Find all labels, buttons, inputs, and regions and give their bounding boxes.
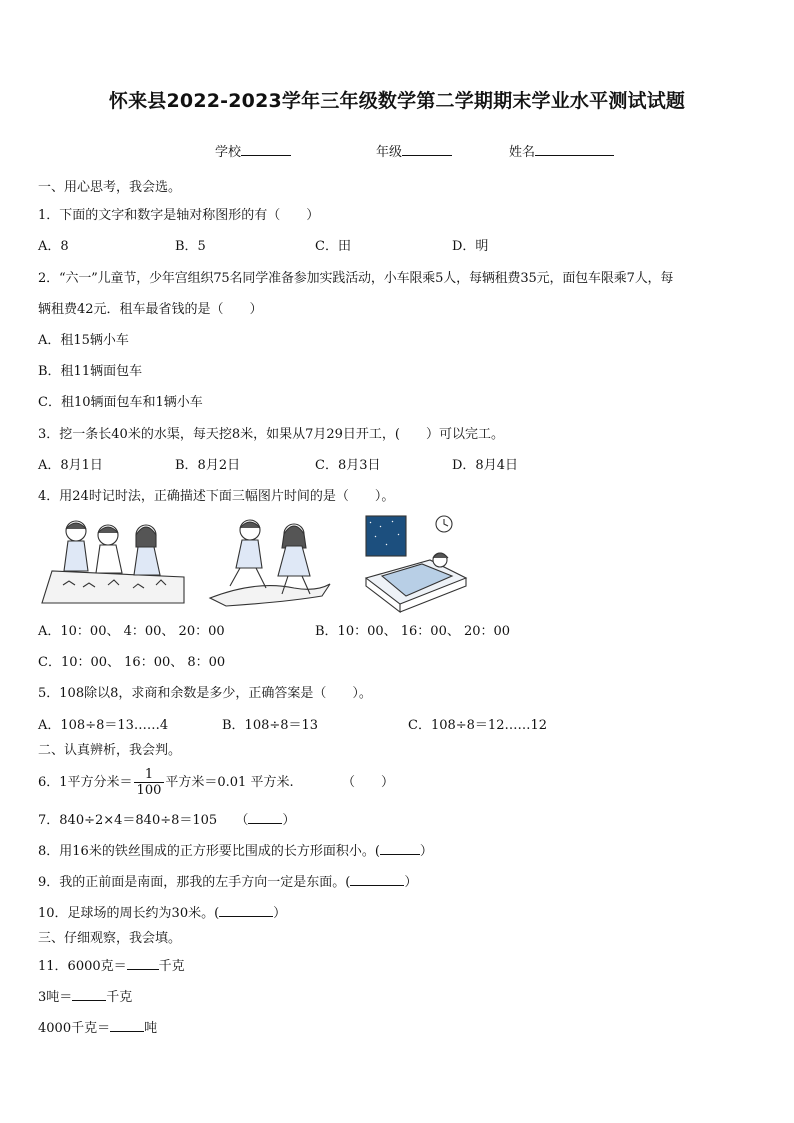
q11-line2-unit: 千克 <box>106 990 133 1005</box>
q2-stem-line2: 辆租费42元．租车最省钱的是（ ） <box>38 302 263 317</box>
grade-field[interactable] <box>376 141 452 160</box>
q11-line1-unit: 千克 <box>158 959 185 974</box>
school-blank[interactable] <box>241 143 291 156</box>
q2-option-b[interactable]: B．租11辆面包车 <box>38 364 143 379</box>
q6-fraction-numerator: 1 <box>134 767 165 783</box>
q11-blank-2[interactable] <box>72 988 106 1001</box>
q8-line <box>38 843 433 860</box>
q4-option-b[interactable]: B．10：00、 16：00、 20：00 <box>315 624 511 639</box>
name-field[interactable] <box>509 141 614 160</box>
q3-option-c[interactable]: C．8月3日 <box>315 458 381 473</box>
q2-option-c[interactable]: C．租10辆面包车和1辆小车 <box>38 395 203 410</box>
q9-paren-close: ） <box>404 875 418 890</box>
q5-option-a[interactable]: A．108÷8＝13……4 <box>38 718 169 733</box>
q6-answer-blank[interactable]: （ ） <box>342 775 395 790</box>
name-blank[interactable] <box>535 143 614 156</box>
q7-answer-blank[interactable] <box>248 812 282 824</box>
q11-line1-left: 11．6000克＝ <box>38 959 127 974</box>
q7-line <box>38 812 295 829</box>
child-sleeping-illustration <box>360 512 470 614</box>
section-1-heading: 一、用心思考，我会选。 <box>38 180 182 195</box>
q8-answer-blank[interactable] <box>380 843 420 855</box>
q11-line-2 <box>38 988 132 1006</box>
q11-line-1 <box>38 957 185 975</box>
q9-text: 9．我的正前面是南面，那我的左手方向一定是东面。( <box>38 875 351 890</box>
children-running-illustration <box>206 514 336 609</box>
q11-blank-3[interactable] <box>110 1019 144 1032</box>
q3-option-d[interactable]: D．8月4日 <box>452 458 518 473</box>
q6-post: 平方米＝0.01 平方米. <box>165 775 294 790</box>
q1-stem: 1．下面的文字和数字是轴对称图形的有（ ） <box>38 208 320 223</box>
q8-text: 8．用16米的铁丝围成的正方形要比围成的长方形面积小。( <box>38 844 380 859</box>
q10-paren-close: ） <box>273 906 287 921</box>
q1-option-a[interactable]: A．8 <box>38 239 69 254</box>
q3-option-b[interactable]: B．8月2日 <box>175 458 241 473</box>
section-2-heading: 二、认真辨析，我会判。 <box>38 743 182 758</box>
q11-line3-unit: 吨 <box>144 1021 158 1036</box>
q1-option-b[interactable]: B．5 <box>175 239 206 254</box>
q11-blank-1[interactable] <box>127 957 159 970</box>
q3-stem: 3．挖一条长40米的水渠，每天挖8米，如果从7月29日开工，( ）可以完工。 <box>38 427 504 442</box>
q7-paren-close: ） <box>282 813 296 828</box>
page-title: 怀来县2022-2023学年三年级数学第二学期期末学业水平测试试题 <box>108 90 686 112</box>
children-crafting-illustration <box>38 515 188 610</box>
q3-option-a[interactable]: A．8月1日 <box>38 458 103 473</box>
q9-line <box>38 874 417 891</box>
q1-option-d[interactable]: D．明 <box>452 239 489 254</box>
q11-line3-left: 4000千克＝ <box>38 1021 111 1036</box>
q10-answer-blank[interactable] <box>219 905 273 917</box>
q10-text: 10．足球场的周长约为30米。( <box>38 906 220 921</box>
q1-option-c[interactable]: C．田 <box>315 239 351 254</box>
q7-paren-open: （ <box>235 813 249 828</box>
q10-line <box>38 905 286 922</box>
grade-label: 年级 <box>376 145 403 160</box>
q5-option-b[interactable]: B．108÷8＝13 <box>222 718 319 733</box>
q4-stem: 4．用24时记时法，正确描述下面三幅图片时间的是（ ）。 <box>38 489 395 504</box>
q11-line-3 <box>38 1019 157 1037</box>
q5-option-c[interactable]: C．108÷8＝12……12 <box>408 718 548 733</box>
q7-text: 7．840÷2×4＝840÷8＝105 <box>38 813 218 828</box>
q6-fraction-denominator: 100 <box>136 783 162 798</box>
q11-line2-left: 3吨＝ <box>38 990 73 1005</box>
name-label: 姓名 <box>509 145 536 160</box>
q6-fraction <box>134 767 165 798</box>
q4-option-c[interactable]: C．10：00、 16：00、 8：00 <box>38 655 226 670</box>
q8-paren-close: ） <box>419 844 433 859</box>
q2-option-a[interactable]: A．租15辆小车 <box>38 333 129 348</box>
section-3-heading: 三、仔细观察，我会填。 <box>38 931 182 946</box>
q2-stem-line1: 2．“六一”儿童节，少年宫组织75名同学准备参加实践活动，小车限乘5人，每辆租费35元，面包车限乘7人，每 <box>38 271 674 286</box>
q9-answer-blank[interactable] <box>350 874 404 886</box>
school-field[interactable] <box>215 141 291 160</box>
q4-option-a[interactable]: A．10：00、 4：00、 20：00 <box>38 624 225 639</box>
q5-stem: 5．108除以8，求商和余数是多少，正确答案是（ ）。 <box>38 686 372 701</box>
q6-pre: 6．1平方分米＝ <box>38 775 133 790</box>
q6-line <box>38 767 294 798</box>
grade-blank[interactable] <box>402 143 452 156</box>
school-label: 学校 <box>215 145 242 160</box>
